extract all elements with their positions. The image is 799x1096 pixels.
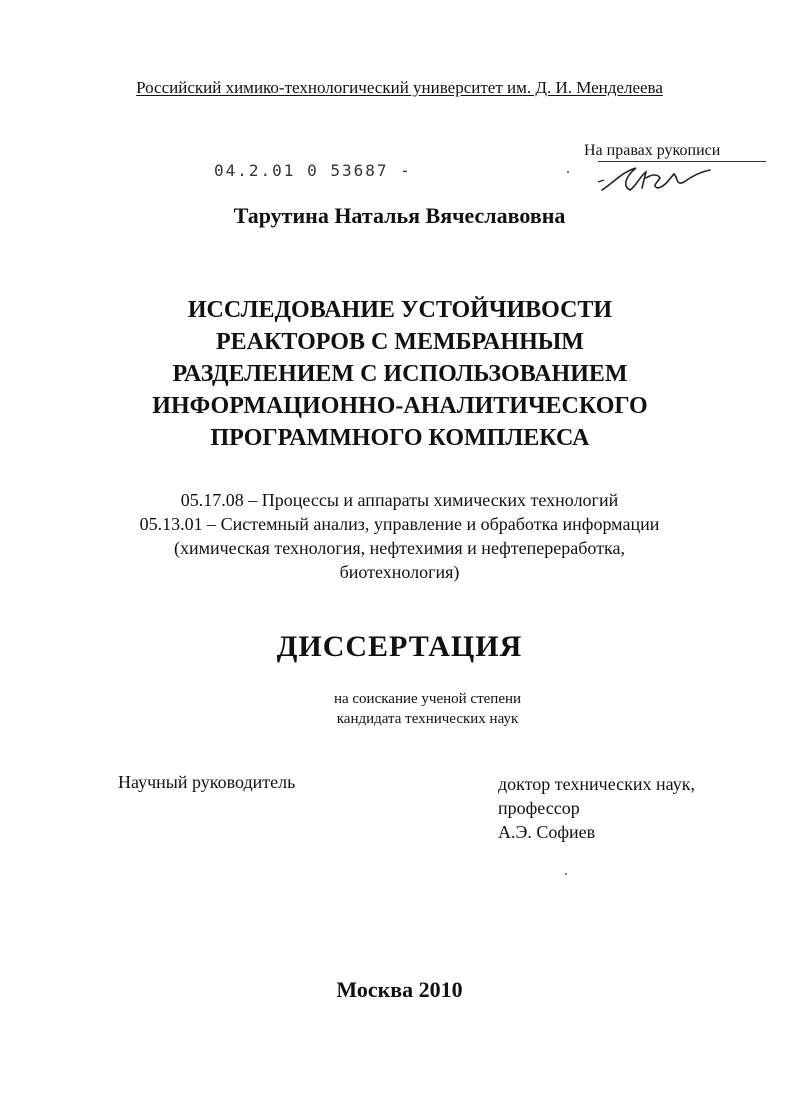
city-year: Москва 2010 [336,977,463,1002]
specialty-line: (химическая технология, нефтехимия и нефтепереработка, [173,538,626,558]
rights-note: На правах рукописи [584,142,721,159]
title-line: РЕАКТОРОВ С МЕМБРАННЫМ [216,329,584,355]
university-name: Российский химико-технологический университет им. Д. И. Менделеева [136,78,663,97]
title-line: РАЗДЕЛЕНИЕМ С ИСПОЛЬЗОВАНИЕМ [172,361,628,387]
author-name: Тарутина Наталья Вячеславовна [233,203,566,228]
specialty-line: 05.17.08 – Процессы и аппараты химических технологий [180,490,619,510]
specialty-codes [0,488,799,584]
dissertation-title [100,294,700,454]
scan-speck [565,873,567,875]
title-line: ИНФОРМАЦИОННО-АНАЛИТИЧЕСКОГО [152,393,648,419]
document-type: ДИССЕРТАЦИЯ [276,630,523,663]
specialty-line: 05.13.01 – Системный анализ, управление и обработка информации [139,514,660,534]
title-line: ПРОГРАММНОГО КОМПЛЕКСА [210,425,590,451]
supervisor-info [498,772,695,844]
supervisor-line: доктор технических наук, [498,774,695,794]
title-line: ИССЛЕДОВАНИЕ УСТОЙЧИВОСТИ [187,297,613,323]
supervisor-label: Научный руководитель [118,772,296,792]
degree-line: на соискание ученой степени [333,691,522,707]
supervisor-line: А.Э. Софиев [498,822,596,842]
specialty-line: биотехнология) [339,562,460,582]
degree-statement [0,689,799,729]
scan-speck [567,171,569,173]
archive-stamp: 04.2.01 0 53687 - [214,161,412,180]
handwritten-signature [596,160,716,200]
degree-line: кандидата технических наук [336,711,519,727]
supervisor-line: профессор [498,798,580,818]
